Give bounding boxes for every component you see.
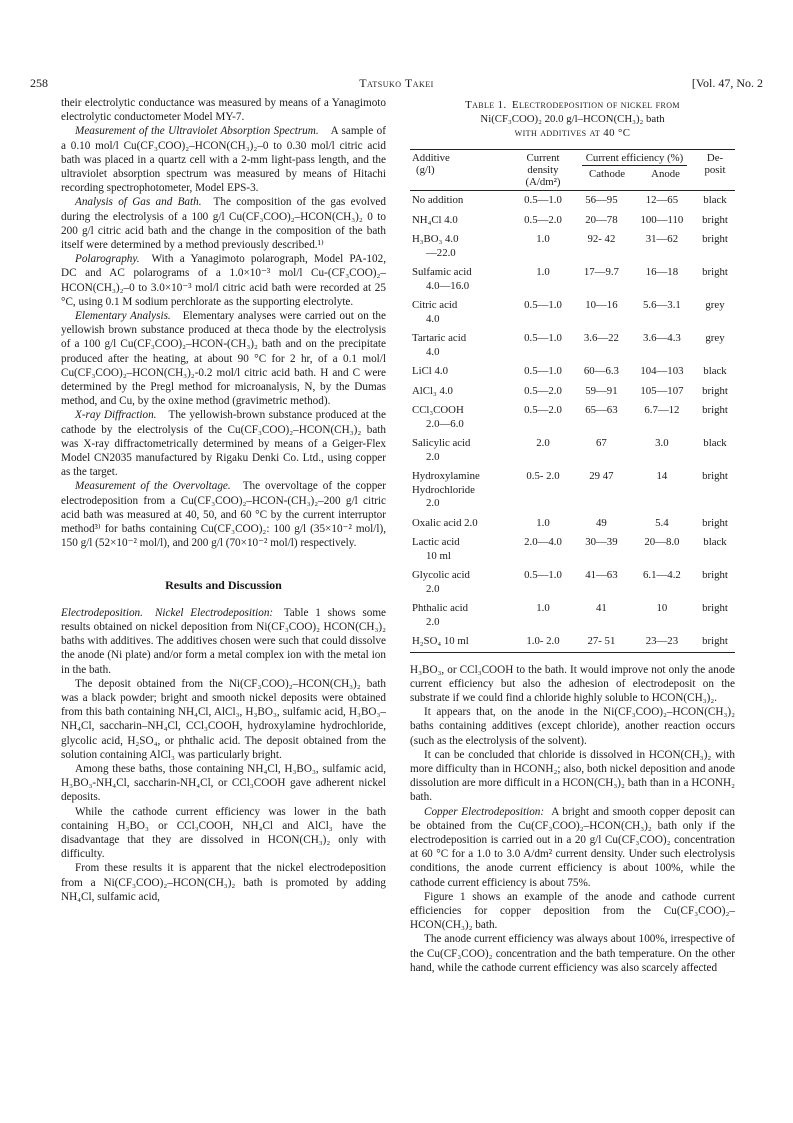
nickel-heading: Nickel Electrodeposition: [154, 606, 274, 619]
volume-info: [Vol. 47, No. 2 [691, 76, 763, 90]
deposit-cell [695, 632, 735, 652]
header-current-efficiency [574, 150, 695, 191]
gas-text: The composition of the gas evolved during the electrolysis of a 100 g/l Cu(CF₃COO)₂–HCON(CH₃)₂ 0 to 200 g/l citric acid bath and the change in the composition of the bath itself were determined by a method previously described.¹⁾ [61, 196, 386, 252]
header-ce-label: Current efficiency (%) [585, 152, 684, 164]
cathode-cell [574, 533, 629, 566]
additive-amount-text: 2.0 [426, 615, 440, 628]
overvoltage-paragraph [61, 479, 386, 550]
anode-cell-text: 100—110 [640, 213, 684, 226]
additive-amount-text: —22.0 [426, 246, 456, 259]
additive-cell-text: AlCl₃ 4.0 [412, 384, 453, 397]
page-number: 258 [30, 76, 48, 90]
while-paragraph: While the cathode current efficiency was lower in the bath containing H₃BO₃ or CCl₃COOH, NH₄Cl and AlCl₃ have the disadvantage that they are dissolved in HCON(CH₃)₂ only with difficulty. [61, 805, 386, 861]
header-current-density [512, 150, 574, 191]
header-cathode: Cathode [589, 168, 626, 180]
cathode-cell-text: 92- 42 [587, 233, 616, 245]
running-author: Tatsuko Takei [359, 76, 434, 90]
cathode-cell [574, 434, 629, 467]
additive-cell [410, 599, 512, 632]
anode-cell-text: 5.4 [655, 516, 669, 529]
cathode-cell [574, 566, 629, 599]
anode-cell [629, 533, 695, 566]
additive-cell [410, 230, 512, 263]
anode-cell [629, 514, 695, 534]
xray-heading: X-ray Diffraction. [75, 409, 157, 422]
deposit-cell [695, 533, 735, 566]
current-density-cell [512, 434, 574, 467]
current-density-cell [512, 230, 574, 263]
deposit-cell-text: grey [705, 299, 725, 311]
cathode-cell [574, 362, 629, 382]
current-density-cell [512, 263, 574, 296]
current-density-cell-text: 2.0 [536, 437, 550, 449]
cathode-cell-text: 17—9.7 [583, 266, 619, 278]
additive-cell-text: No addition [412, 194, 464, 206]
current-density-cell [512, 632, 574, 652]
overvoltage-heading: Measurement of the Overvoltage. [75, 480, 231, 493]
header-additive-label: Additive [412, 152, 450, 164]
additive-cell [410, 211, 512, 231]
additive-cell-text: LiCl 4.0 [412, 365, 448, 377]
current-density-cell-text: 0.5- 2.0 [526, 470, 560, 482]
gas-paragraph [61, 195, 386, 252]
current-density-cell [512, 467, 574, 514]
additive-cell [410, 382, 512, 402]
table-title-line2: Ni(CF₃COO)₂ 20.0 g/l–HCON(CH₃)₂ bath [480, 113, 665, 125]
deposit-cell [695, 191, 735, 211]
cathode-cell-text: 3.6—22 [583, 332, 619, 344]
cathode-cell-text: 41 [596, 602, 607, 614]
current-density-cell-text: 0.5—1.0 [524, 569, 562, 581]
elementary-heading: Elementary Analysis. [75, 310, 171, 323]
section-title: Results and Discussion [165, 577, 282, 592]
deposit-cell-text: bright [702, 213, 728, 226]
additive-cell-text: Citric acid [412, 299, 458, 311]
additive-amount-text: 2.0—6.0 [426, 417, 464, 430]
elementary-paragraph [61, 309, 386, 408]
right-column [410, 96, 735, 975]
cathode-cell [574, 467, 629, 514]
elementary-text: Elementary analyses were carried out on the yellowish brown substance produced at theca thode by the electrolysis of a 100 g/l Cu(CF₃COO)₂–HCON-(CH₃)₂ bath and on the precipitate produced after the heating, at about 90 °C for 2 hr, of a 0.1 mol/l Cu(CF₃COO)₂–HCON(CH₃)₂-0.2 mol/l citric acid bath. H and C were determined by the Pregl method for microanalysis, N, by the Dumas method, and Cu, by the oxine method (gravimetric method). [61, 310, 386, 408]
xray-paragraph [61, 408, 386, 479]
additive-cell [410, 329, 512, 362]
additive-amount-text: 4.0—16.0 [426, 279, 470, 292]
header-anode: Anode [651, 168, 680, 180]
deposit-cell [695, 467, 735, 514]
anode-cell-text: 3.0 [655, 437, 669, 449]
current-density-cell-text: 1.0 [536, 516, 550, 529]
table-title-line1: Electrodeposition of nickel from [511, 99, 680, 111]
cathode-cell-text: 49 [596, 516, 607, 529]
cathode-cell-text: 29 47 [589, 470, 614, 482]
deposit-cell [695, 211, 735, 231]
current-density-cell-text: 1.0 [536, 233, 550, 245]
table-row [410, 230, 735, 263]
additive-cell-text: CCl₃COOH [412, 404, 464, 416]
additive-cell-text: Sulfamic acid [412, 266, 472, 278]
cathode-cell [574, 263, 629, 296]
nickel-paragraph [61, 606, 386, 677]
current-density-cell-text: 1.0 [536, 266, 550, 278]
cathode-cell-text: 56—95 [585, 194, 618, 206]
current-density-cell [512, 401, 574, 434]
additive-cell-text: Glycolic acid [412, 569, 470, 581]
additive-cell [410, 467, 512, 514]
anode-cell-text: 6.1—4.2 [643, 569, 681, 581]
xray-text: The yellowish-brown substance produced at the cathode by the electrolysis of the Cu(CF₃COO)₂–HCON(CH₃)₂ bath was X-ray diffractometrically determined by means of a Geiger-Flex Model CN2035 manufactured by Rigaku Denki Co. Ltd., using copper as the target. [61, 409, 386, 479]
anode-cell [629, 296, 695, 329]
current-density-cell [512, 533, 574, 566]
current-density-cell-text: 0.5—1.0 [524, 365, 562, 377]
results-table [410, 149, 735, 653]
additive-cell [410, 296, 512, 329]
current-density-cell [512, 211, 574, 231]
copper-paragraph [410, 805, 735, 890]
additive-cell [410, 362, 512, 382]
current-density-cell [512, 191, 574, 211]
cathode-cell [574, 296, 629, 329]
current-density-cell [512, 514, 574, 534]
figure-paragraph: Figure 1 shows an example of the anode and cathode current efficiencies for copper deposition from the Cu(CF₃COO)₂–HCON(CH₃)₂ bath. [410, 890, 735, 932]
anode-cell-text: 12—65 [645, 194, 679, 206]
cathode-cell [574, 191, 629, 211]
anode-cell [629, 467, 695, 514]
table-row [410, 401, 735, 434]
anode-cell [629, 263, 695, 296]
deposit-cell-text: bright [702, 516, 728, 529]
additive-cell-text: Hydroxylamine Hydrochloride [412, 470, 480, 496]
deposit-cell [695, 566, 735, 599]
current-density-cell [512, 382, 574, 402]
table-row [410, 362, 735, 382]
copper-text: A bright and smooth copper deposit can be obtained from the Cu(CF₃COO)₂–HCON(CH₃)₂ bath only if the electrodeposition is carried out in a 20 g/l Cu(CF₃COO)₂ concentration at 60 °C for a 1.0 to 3.0 A/dm² current density. Under such electrolysis conditions, the anode current efficiency is about 100%, while the cathode current efficiency is about 75%. [410, 805, 735, 889]
cathode-cell [574, 329, 629, 362]
additive-cell [410, 533, 512, 566]
deposit-cell-text: bright [702, 384, 728, 397]
deposit-cell-text: black [703, 536, 727, 548]
header-ce-sub [576, 168, 693, 180]
anode-cell [629, 382, 695, 402]
table-row [410, 329, 735, 362]
header-cd-unit: (A/dm²) [525, 176, 561, 188]
deposit-paragraph: The deposit obtained from the Ni(CF₃COO)₂–HCON(CH₃)₂ bath was a black powder; bright and smooth nickel deposits were obtained from this bath containing NH₄Cl, AlCl₃, H₃BO₃, sulfamic acid, H₃BO₃–NH₄Cl, saccharin–NH₄Cl, CCl₃COOH, hydroxylamine hydrochloride, glycolic acid, H₂SO₄, or phthalic acid. The deposit obtained from the solution containing AlCl₃ was particularly bright. [61, 677, 386, 761]
current-density-cell-text: 1.0- 2.0 [526, 635, 560, 647]
deposit-cell [695, 296, 735, 329]
among-paragraph: Among these baths, those containing NH₄Cl, H₃BO₃, sulfamic acid, H₃BO₃-NH₄Cl, saccharin-NH₄Cl, or CCl₃COOH gave adherent nickel deposits. [61, 762, 386, 804]
anode-cell-text: 6.7—12 [644, 404, 680, 416]
cathode-cell-text: 30—39 [585, 536, 618, 548]
deposit-cell [695, 263, 735, 296]
current-density-cell [512, 599, 574, 632]
overvoltage-text: The overvoltage of the copper electrodeposition from a Cu(CF₃COO)₂–HCON-(CH₃)₂–200 g/l citric acid bath was measured at 40, 50, and 60 °C by the current interruptor method³⁾ for baths containing Cu(CF₃COO)₂: 100 g/l (35×10⁻² mol/l), 150 g/l (52×10⁻² mol/l), and 200 g/l (70×10⁻² mol/l) respectively. [61, 480, 386, 550]
header-additive [410, 150, 512, 191]
table-row [410, 566, 735, 599]
concluded-paragraph: It can be concluded that chloride is dissolved in HCON(CH₃)₂ with more difficulty than in HCONH₂; also, both nickel deposition and anode dissolution are more difficult in a HCON(CH₃)₂ bath than in a HCONH₂ bath. [410, 748, 735, 804]
cathode-cell-text: 59—91 [585, 384, 618, 397]
additive-cell-text: H₂SO₄ 10 ml [412, 635, 469, 647]
additive-cell-text: Salicylic acid [412, 437, 471, 449]
deposit-cell-text: grey [705, 332, 725, 344]
deposit-cell [695, 329, 735, 362]
additive-amount-text: 2.0 [426, 450, 440, 463]
polarography-paragraph [61, 252, 386, 309]
table-row [410, 632, 735, 652]
cathode-cell [574, 514, 629, 534]
cathode-cell-text: 41—63 [585, 569, 618, 581]
gas-heading: Analysis of Gas and Bath. [75, 196, 202, 209]
anode-cell-text: 5.6—3.1 [643, 299, 681, 311]
table-caption [410, 98, 735, 140]
additive-cell [410, 434, 512, 467]
running-header [30, 76, 763, 92]
additive-amount-text: 2.0 [426, 497, 440, 509]
additive-amount-text: 4.0 [426, 345, 440, 358]
anode-cell [629, 211, 695, 231]
uv-heading: Measurement of the Ultraviolet Absorption Spectrum. [75, 125, 319, 138]
additive-cell-text: Oxalic acid 2.0 [412, 516, 478, 529]
cathode-cell [574, 230, 629, 263]
cathode-cell [574, 382, 629, 402]
anode-cell [629, 599, 695, 632]
header-ce-rule [582, 165, 687, 166]
current-density-cell [512, 566, 574, 599]
table-row [410, 191, 735, 211]
anode-cell-text: 20—8.0 [644, 536, 680, 548]
table-row [410, 599, 735, 632]
table-row [410, 533, 735, 566]
table-row [410, 263, 735, 296]
cathode-cell-text: 60—6.3 [583, 365, 619, 377]
deposit-cell-text: bright [702, 266, 728, 278]
anode-cell [629, 566, 695, 599]
additive-cell-text: H₃BO₃ 4.0 [412, 233, 459, 245]
cathode-cell-text: 20—78 [585, 213, 618, 226]
deposit-cell [695, 382, 735, 402]
cathode-cell-text: 27- 51 [587, 635, 616, 647]
intro-paragraph: their electrolytic conductance was measured by means of a Yanagimoto electrolytic conductometer Model MY-7. [61, 97, 386, 124]
deposit-cell-text: bright [702, 233, 728, 245]
current-density-cell-text: 1.0 [536, 602, 550, 614]
table-row [410, 467, 735, 514]
table-row [410, 211, 735, 231]
table-label: Table 1. [465, 99, 507, 111]
header-deposit: De-posit [695, 150, 735, 191]
deposit-cell [695, 362, 735, 382]
current-density-cell-text: 0.5—2.0 [524, 384, 562, 397]
additive-cell-text: Phthalic acid [412, 602, 469, 614]
current-density-cell-text: 0.5—2.0 [524, 404, 562, 416]
additive-cell [410, 401, 512, 434]
current-density-cell [512, 362, 574, 382]
appears-paragraph: It appears that, on the anode in the Ni(CF₃COO)₂–HCON(CH₃)₂ baths containing additives (except chloride), another reaction occurs (such as the electrolysis of the solvent). [410, 706, 735, 747]
anode-cell [629, 434, 695, 467]
additive-cell [410, 514, 512, 534]
polarography-heading: Polarography. [75, 253, 140, 266]
header-cd-label: Current density [526, 152, 560, 176]
deposit-cell-text: black [703, 194, 727, 206]
electrodeposition-heading: Electrodeposition. [61, 606, 143, 619]
polarography-text: With a Yanagimoto polarograph, Model PA-102, DC and AC polarograms of a 1.0×10⁻³ mol/l Cu-(CF₃COO)₂–HCON(CH₃)₂–0 to 3.0×10⁻³ mol/l citric acid bath were recorded at 25 °C, using 0.1 M sodium perchlorate as the supporting electrolyte. [61, 253, 386, 308]
additive-amount-text: 2.0 [426, 582, 440, 595]
table-row [410, 382, 735, 402]
from-paragraph: From these results it is apparent that the nickel electrodeposition from a Ni(CF₃COO)₂–HCON(CH₃)₂ bath is promoted by adding NH₄Cl, sulfamic acid, [61, 862, 386, 903]
anode-cell [629, 632, 695, 652]
anode-cell-text: 16—18 [645, 266, 679, 278]
additive-cell-text: NH₄Cl 4.0 [412, 213, 458, 226]
deposit-cell-text: bright [702, 470, 728, 482]
anode-cell-text: 105—107 [640, 384, 684, 397]
additive-cell [410, 632, 512, 652]
deposit-cell-text: black [703, 437, 727, 449]
current-density-cell-text: 0.5—2.0 [524, 213, 562, 226]
anode-cell [629, 362, 695, 382]
deposit-cell-text: bright [702, 404, 728, 416]
current-density-cell-text: 2.0—4.0 [524, 536, 562, 548]
anode-cell [629, 230, 695, 263]
cathode-cell [574, 401, 629, 434]
anode-cell-text: 3.6—4.3 [643, 332, 681, 344]
cathode-cell [574, 632, 629, 652]
additive-amount-text: 10 ml [426, 549, 451, 562]
deposit-cell [695, 401, 735, 434]
cathode-cell-text: 67 [596, 437, 607, 449]
continuation-paragraph: H₃BO₃, or CCl₃COOH to the bath. It would improve not only the anode current efficiency but also the adhesion of electrodeposit on the substrate if we could find a chloride highly soluble to HCON(CH₃)₂. [410, 663, 735, 704]
header-additive-unit: (g/l) [416, 164, 435, 176]
anode-cell-text: 104—103 [640, 365, 684, 377]
table-title-line3: with additives at 40 °C [514, 127, 631, 139]
cathode-cell [574, 211, 629, 231]
additive-cell-text: Lactic acid [412, 536, 460, 548]
deposit-cell-text: black [703, 365, 727, 377]
anode-cell [629, 329, 695, 362]
cathode-cell [574, 599, 629, 632]
anode-paragraph: The anode current efficiency was always about 100%, irrespective of the Cu(CF₃COO)₂ concentration and the bath temperature. On the other hand, while the cathode current efficiency was also scarcely affected [410, 933, 735, 974]
current-density-cell [512, 296, 574, 329]
additive-cell [410, 263, 512, 296]
anode-cell-text: 31—62 [645, 233, 679, 245]
table-row [410, 514, 735, 534]
anode-cell-text: 10 [656, 602, 668, 614]
additive-cell [410, 566, 512, 599]
deposit-cell-text: bright [702, 569, 728, 581]
current-density-cell [512, 329, 574, 362]
anode-cell-text: 14 [656, 470, 668, 482]
current-density-cell-text: 0.5—1.0 [524, 299, 562, 311]
left-column [61, 96, 386, 904]
anode-cell [629, 191, 695, 211]
deposit-cell [695, 599, 735, 632]
copper-heading: Copper Electrodeposition: [424, 805, 545, 818]
additive-cell [410, 191, 512, 211]
uv-text: A sample of a 0.10 mol/l Cu(CF₃COO)₂–HCON(CH₃)₂–0 to 0.30 mol/l citric acid bath was placed in a quartz cell with a 2-mm light-pass length, and the ultraviolet absorption spectrum was measured by means of Hitachi recording spectrophotometer, Model EPS-3. [61, 125, 386, 195]
additive-cell-text: Tartaric acid [412, 332, 467, 344]
cathode-cell-text: 10—16 [585, 299, 618, 311]
cathode-cell-text: 65—63 [585, 404, 618, 416]
table-row [410, 296, 735, 329]
deposit-cell [695, 434, 735, 467]
deposit-cell-text: bright [702, 602, 728, 614]
table-row [410, 434, 735, 467]
deposit-cell-text: bright [702, 635, 728, 647]
additive-amount-text: 4.0 [426, 312, 440, 325]
deposit-cell [695, 514, 735, 534]
deposit-cell [695, 230, 735, 263]
nickel-text: Table 1 shows some results obtained on nickel deposition from Ni(CF₃COO)₂ HCON(CH₃)₂ baths with additives. The additives chosen were such that could dissolve the anode (Ni plate) and/or form a metal complex ion with the metal ion in the bath. [61, 606, 386, 676]
anode-cell [629, 401, 695, 434]
current-density-cell-text: 0.5—1.0 [524, 332, 562, 344]
anode-cell-text: 23—23 [645, 635, 679, 647]
uv-paragraph [61, 124, 386, 195]
table-body [410, 191, 735, 653]
current-density-cell-text: 0.5—1.0 [524, 194, 562, 206]
